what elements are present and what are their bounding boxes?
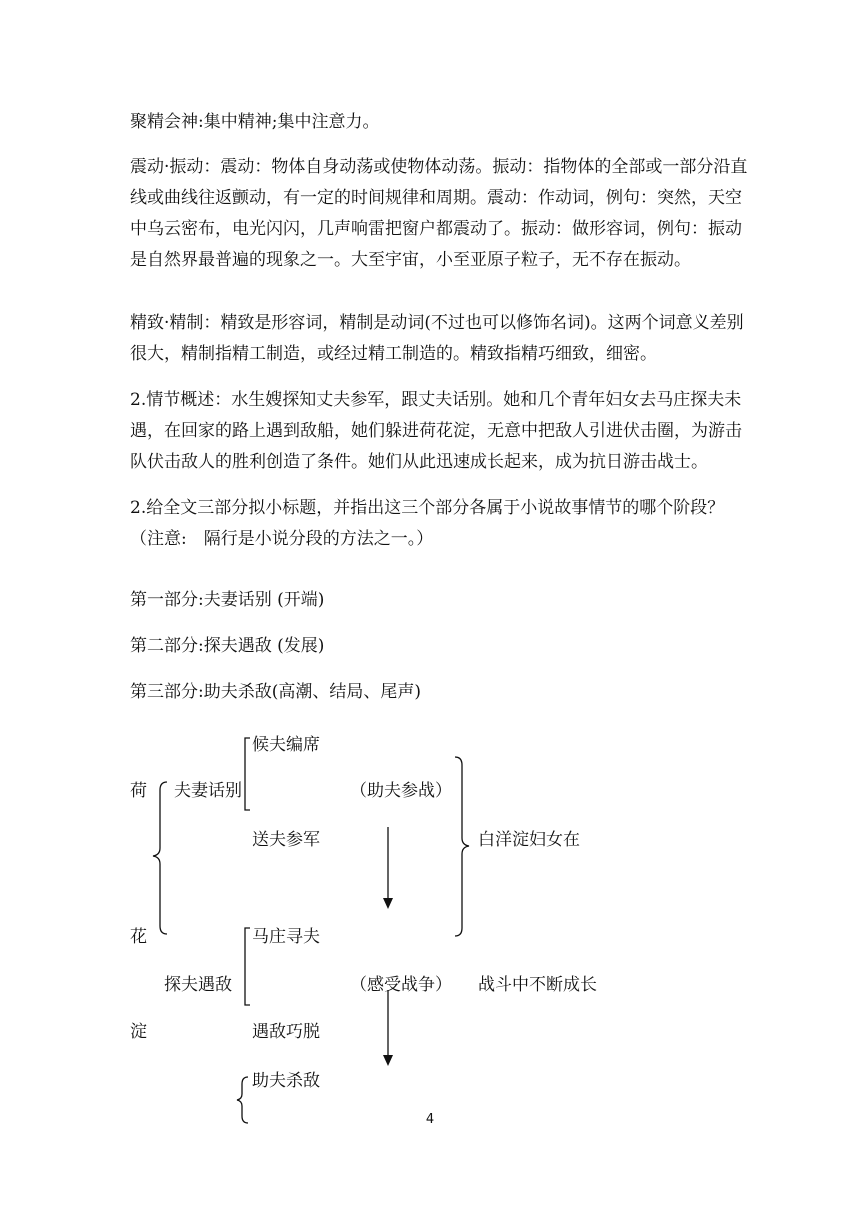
note-zhufu: （助夫参战） [350,781,452,801]
bracket-section-1 [245,738,250,810]
item-yudi: 遇敌巧脱 [252,1022,320,1042]
title-char-hua: 花 [130,927,147,947]
conclusion-line-2: 战斗中不断成长 [478,975,597,995]
item-houfu: 候夫编席 [252,735,320,755]
part-three: 第三部分:助夫杀敌(高潮、结局、尾声) [130,682,421,702]
bracket-section-2 [245,928,250,1005]
part-two: 第二部分:探夫遇敌 (发展) [130,636,325,656]
conclusion-line-1: 白洋淀妇女在 [478,830,580,850]
note-ganshou: （感受战争） [350,975,452,995]
label-fuqi: 夫妻话别 [174,781,242,801]
label-tanfu: 探夫遇敌 [164,975,232,995]
paragraph-plot-summary: 2.情节概述：水生嫂探知丈夫参军，跟丈夫话别。她和几个青年妇女去马庄探夫未遇，在回家的路上遇到敌船，她们躲进荷花淀，无意中把敌人引进伏击圈，为游击队伏击敌人的胜利创造了条件。她们从此迅速成长起来，成为抗日游击战士。 [130,390,742,472]
paragraph-jingzhi: 精致·精制：精致是形容词，精制是动词(不过也可以修饰名词)。这两个词意义差别很大，精制指精工制造，或经过精工制造的。精致指精巧细致，细密。 [130,313,744,364]
item-mazhuang: 马庄寻夫 [252,927,320,947]
part-one: 第一部分:夫妻话别 (开端) [130,590,325,610]
item-songfu: 送夫参军 [252,830,320,850]
arrow-2-head [383,1055,393,1066]
title-char-he: 荷 [130,781,147,801]
page-number: 4 [425,1112,435,1127]
paragraph-idiom: 聚精会神:集中精神;集中注意力。 [130,112,380,132]
paragraph-question: 2.给全文三部分拟小标题，并指出这三个部分各属于小说故事情节的哪个阶段？（注意: 隔行是小说分段的方法之一。） [130,498,725,549]
arrow-1-head [383,898,393,909]
title-char-dian: 淀 [130,1022,147,1042]
item-zhufu-shadi: 助夫杀敌 [252,1071,320,1091]
right-brace [455,757,469,936]
paragraph-zhendong: 震动·振动：震动：物体自身动荡或使物体动荡。振动：指物体的全部或一部分沿直线或曲线往返颤动，有一定的时间规律和周期。震动：作动词，例句：突然，天空中乌云密布，电光闪闪，几声响雷把窗户都震动了。振动：做形容词，例句：振动是自然界最普遍的现象之一。大至宇宙，小至亚原子粒子，无不存在振动。 [130,157,748,270]
left-brace [153,782,167,934]
